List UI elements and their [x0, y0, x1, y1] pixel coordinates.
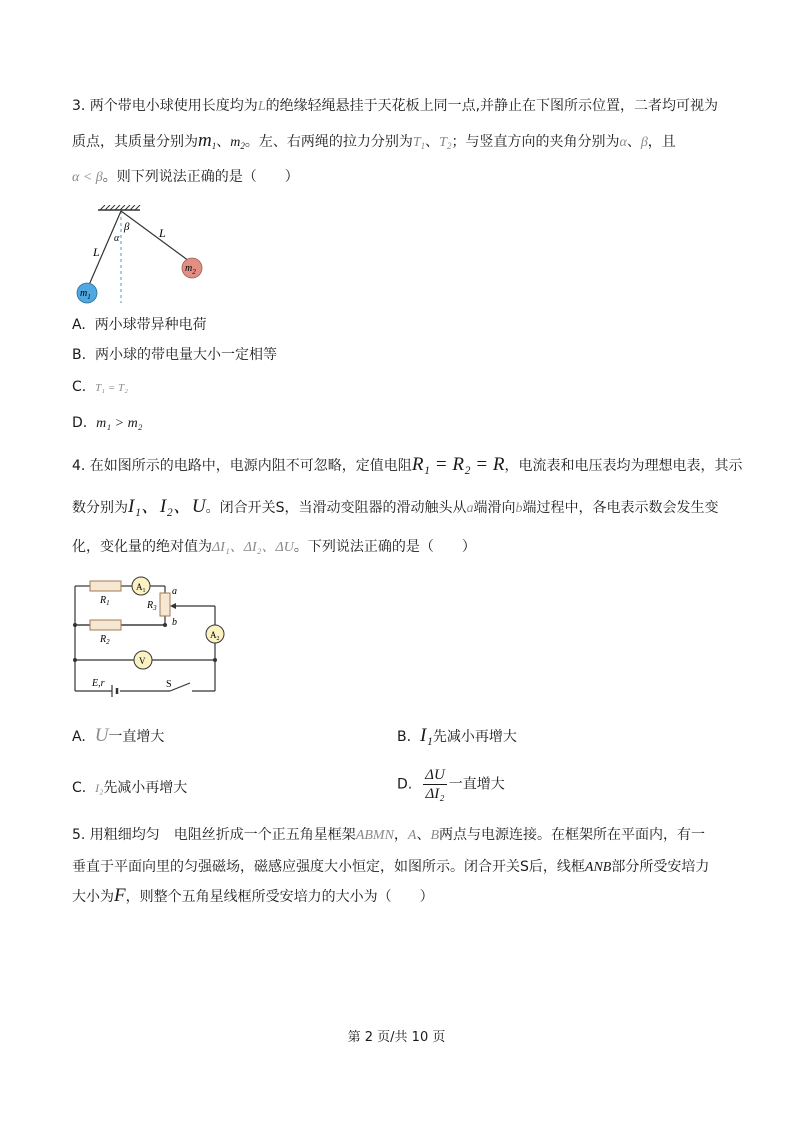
q5-text: ，则整个五角星线框所受安培力的大小为（ ）	[125, 889, 434, 905]
q5-text: 5. 用粗细均匀 电阻丝折成一个正五角星框架	[72, 827, 356, 843]
q3-var-beta: β	[640, 135, 648, 150]
q5-text: 大小为	[72, 889, 114, 905]
q5-text: 垂直于平面向里的匀强磁场，磁感应强度大小恒定，如图所示。闭合开关S后，线框	[72, 859, 585, 875]
q3-var-L: L	[257, 99, 266, 114]
q3-text: 的绝缘轻绳悬挂于天花板上同一点,并静止在下图所示位置，二者均可视为	[265, 98, 719, 114]
q3-pendulum-figure	[72, 205, 222, 305]
q3-text: 质点，其质量分别为	[72, 134, 198, 150]
q4-text: 。闭合开关S，当滑动变阻器的滑动触头从	[205, 500, 467, 516]
q3-text: 。左、右两绳的拉力分别为	[244, 134, 413, 150]
q3-text: ，且	[647, 134, 676, 150]
fig-m1-label: $m_1$	[80, 288, 91, 301]
q4-text: 4. 在如图所示的电路中，电源内阻不可忽略，定值电阻	[72, 458, 412, 474]
q4-deltas: ΔI₁、ΔI₂、ΔU	[212, 540, 294, 555]
fig-R2-label: $R_2$	[100, 634, 110, 646]
fig-L-right-label: L	[159, 226, 166, 240]
fig-m2-label: $m_2$	[185, 263, 196, 276]
q3-var-T1: $T_1$	[412, 135, 426, 151]
q3-condition: α < β	[72, 170, 103, 185]
q3-option-c: C. T₁ = T₂	[72, 379, 128, 395]
fig-beta-label: β	[124, 221, 130, 233]
q3-var-alpha: α	[619, 135, 627, 150]
q4-variables: I₁、I₂、U	[128, 496, 206, 517]
fig-L-left-label: L	[93, 245, 100, 259]
fig-b-label: b	[172, 617, 177, 628]
q4-option-a: A. U一直增大	[72, 725, 165, 746]
fig-R1-label: $R_1$	[100, 595, 110, 607]
q3-var-m2: $m_2$	[230, 135, 245, 151]
q4-text: 化，变化量的绝对值为	[72, 539, 212, 555]
fig-switch-label: S	[166, 679, 172, 690]
q4-option-c: C. I₂先减小再增大	[72, 780, 188, 796]
fig-voltmeter-label: V	[139, 656, 146, 666]
fig-a-label: a	[172, 586, 177, 597]
q5-text: 两点与电源连接。在框架所在平面内，有一	[439, 827, 706, 843]
q5-line-3: 大小为F，则整个五角星线框所受安培力的大小为（ ）	[72, 885, 434, 906]
q4-line-1	[72, 455, 742, 476]
q4-text: 数分别为	[72, 500, 128, 516]
q3-line-1	[72, 96, 718, 117]
q5-line-1: 5. 用粗细均匀 电阻丝折成一个正五角星框架ABMN，A、B两点与电源连接。在框架所在平面内，有一	[72, 827, 706, 843]
fig-ammeter-2-label: $A_2$	[210, 630, 220, 642]
q5-line-2: 垂直于平面向里的匀强磁场，磁感应强度大小恒定，如图所示。闭合开关S后，线框ANB部分所受安培力	[72, 859, 710, 875]
q4-text: 端滑向	[473, 500, 516, 516]
q3-option-a: A. 两小球带异种电荷	[72, 317, 207, 333]
fig-emf-label: E,r	[92, 678, 105, 689]
q4-option-d-fraction: $\frac{\Delta U}{\text{ΔI₂}}$	[425, 767, 445, 802]
q3-text: 3. 两个带电小球使用长度均为	[72, 98, 258, 114]
q4-line-3	[72, 537, 476, 558]
fig-R3-label: $R_3$	[147, 600, 157, 612]
q3-option-d: D. m₁ > m₂	[72, 415, 143, 431]
q4-text: 端过程中，各电表示数会发生变	[522, 500, 719, 516]
fig-ammeter-1-label: $A_1$	[136, 582, 146, 594]
q4-text: ，电流表和电压表均为理想电表，其示	[504, 458, 743, 474]
fig-alpha-label: α	[114, 233, 120, 244]
q3-text: 。则下列说法正确的是（ ）	[102, 169, 299, 185]
q4-option-d: D. $\frac{\Delta U}{\text{ΔI₂}}$ 一直增大	[397, 767, 505, 802]
q4-line-2: 数分别为I₁、I₂、U。闭合开关S，当滑动变阻器的滑动触头从a端滑向b端过程中，各电表示数会发生变	[72, 496, 719, 517]
q4-option-b: B. I₁先减小再增大	[397, 725, 517, 746]
q4-equation: R₁ = R₂ = R	[411, 454, 505, 475]
q3-line-3	[72, 167, 299, 188]
q4-text: 。下列说法正确的是（ ）	[293, 539, 476, 555]
q5-text: 部分所受安培力	[611, 859, 710, 875]
q3-line-2: 质点，其质量分别为$m_1$、$m_2$。左、右两绳的拉力分别为$T_1$、$T_2$；与竖直方向的夹角分别为α、β，且	[72, 130, 676, 151]
q3-var-T2: $T_2$	[439, 135, 452, 151]
q3-var-m1: $m_1$	[198, 130, 217, 151]
q3-option-b: B. 两小球的带电量大小一定相等	[72, 347, 277, 363]
q3-text: ；与竖直方向的夹角分别为	[451, 134, 620, 150]
page-footer: 第 2 页/共 10 页	[347, 1030, 446, 1045]
q4-circuit-figure	[70, 573, 230, 698]
